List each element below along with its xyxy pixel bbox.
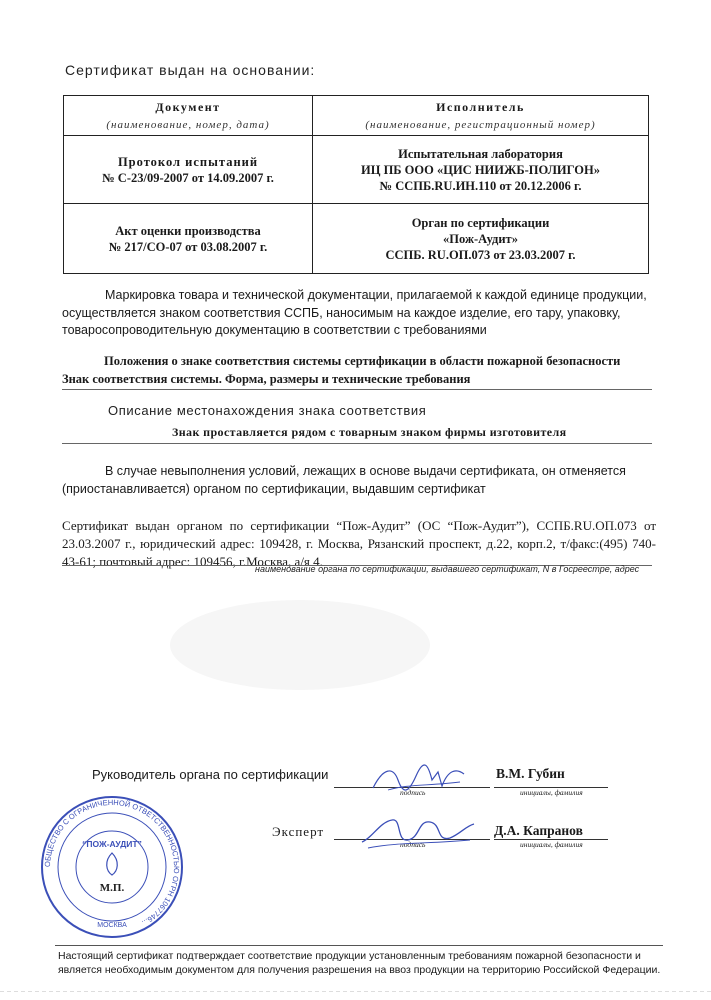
marking-line: товаросопроводительную документацию в соответствии с требованиями xyxy=(62,323,487,337)
marking-paragraph xyxy=(62,287,657,340)
stamp-center-text: “ПОЖ-АУДИТ” xyxy=(82,839,142,849)
table-header-executor xyxy=(313,96,649,136)
doc-title: Акт оценки производства xyxy=(115,223,261,238)
basis-table xyxy=(63,95,649,274)
head-label: Руководитель органа по сертификации xyxy=(92,767,329,782)
signature-caption: подпись xyxy=(400,840,426,849)
round-stamp xyxy=(40,795,184,939)
col-document-label: Документ xyxy=(155,100,221,114)
location-value: Знак проставляется рядом с товарным знаком фирмы изготовителя xyxy=(172,425,567,439)
expert-label: Эксперт xyxy=(272,824,325,839)
col-executor-label: Исполнитель xyxy=(436,100,525,114)
table-row xyxy=(64,136,649,204)
name-caption: инициалы, фамилия xyxy=(520,788,583,797)
table-cell-document xyxy=(64,136,313,204)
cancellation-line: В случае невыполнения условий, лежащих в основе выдачи сертификата, он отменяется xyxy=(105,464,626,478)
footer-text xyxy=(58,950,664,977)
cancellation-paragraph xyxy=(62,462,660,498)
table-cell-document xyxy=(64,204,313,274)
exec-reg: ССПБ. RU.ОП.073 от 23.03.2007 г. xyxy=(385,247,576,262)
exec-reg: № ССПБ.RU.ИН.110 от 20.12.2006 г. xyxy=(379,178,582,193)
doc-number: № С-23/09-2007 от 14.09.2007 г. xyxy=(102,170,274,185)
requirements-line: Знак соответствия системы. Форма, размеры и технические требования xyxy=(62,372,471,386)
footer-line: является необходимым документом для получения разрешения на ввоз продукции на территорию Российской Федерации. xyxy=(58,963,661,976)
scan-edge xyxy=(0,990,711,993)
basis-header: Сертификат выдан на основании: xyxy=(65,62,316,78)
marking-requirements xyxy=(62,352,662,388)
expert-signature xyxy=(358,812,478,852)
footer-divider xyxy=(55,945,663,946)
issued-by-text: Сертификат выдан органом по сертификации “Пож-Аудит” (ОС “Пож-Аудит”), ССПБ.RU.ОП.073 от 23.03.2007 г., юридический адрес: 109428, г. Москва, Рязанский проспект, д.22, корп.2, т/факс:(495) 740-43-61; почтовый адрес: 109456, г.Москва, а/я 4. xyxy=(62,518,656,569)
divider xyxy=(62,443,652,444)
table-header-document xyxy=(64,96,313,136)
marking-line: осуществляется знаком соответствия ССПБ, наносимым на каждое изделие, его тару, упаковку, xyxy=(62,305,621,320)
marking-line: Маркировка товара и технической документации, прилагаемой к каждой единице продукции, xyxy=(105,288,647,302)
requirements-line: Положения о знаке соответствия системы сертификации в области пожарной безопасности xyxy=(104,354,621,368)
doc-number: № 217/СО-07 от 03.08.2007 г. xyxy=(108,239,268,254)
table-header-row xyxy=(64,96,649,136)
issued-by-caption: наименование органа по сертификации, выдавшего сертификат, N в Госреестре, адрес xyxy=(255,564,640,574)
head-signature xyxy=(368,760,468,798)
table-row xyxy=(64,204,649,274)
exec-title: Испытательная лаборатория xyxy=(398,146,563,161)
divider xyxy=(62,389,652,390)
flame-icon xyxy=(107,853,118,875)
stamp-outer-text: ОБЩЕСТВО С ОГРАНИЧЕННОЙ ОТВЕТСТВЕННОСТЬЮ ОГРН 1067746... xyxy=(42,797,182,928)
stamp-mp: М.П. xyxy=(99,882,125,894)
footer-line: Настоящий сертификат подтверждает соответствие продукции установленным требованиям пожарной безопасности и xyxy=(58,950,641,962)
location-label: Описание местонахождения знака соответствия xyxy=(108,403,427,418)
doc-title: Протокол испытаний xyxy=(117,154,259,169)
name-caption: инициалы, фамилия xyxy=(520,840,583,849)
table-cell-executor xyxy=(313,136,649,204)
cancellation-line: (приостанавливается) органом по сертификации, выдавшим сертификат xyxy=(62,482,486,496)
col-executor-sub: (наименование, регистрационный номер) xyxy=(365,119,596,131)
exec-name: «Пож-Аудит» xyxy=(443,231,518,246)
head-name: В.М. Губин xyxy=(496,766,565,781)
expert-name: Д.А. Капранов xyxy=(494,823,583,838)
faint-watermark xyxy=(160,590,440,700)
col-document-sub: (наименование, номер, дата) xyxy=(106,119,270,131)
exec-name: ИЦ ПБ ООО «ЦИС НИИЖБ-ПОЛИГОН» xyxy=(361,162,600,177)
signature-caption: подпись xyxy=(400,788,426,797)
exec-title: Орган по сертификации xyxy=(411,215,550,230)
table-cell-executor xyxy=(313,204,649,274)
stamp-city: МОСКВА xyxy=(97,922,127,929)
